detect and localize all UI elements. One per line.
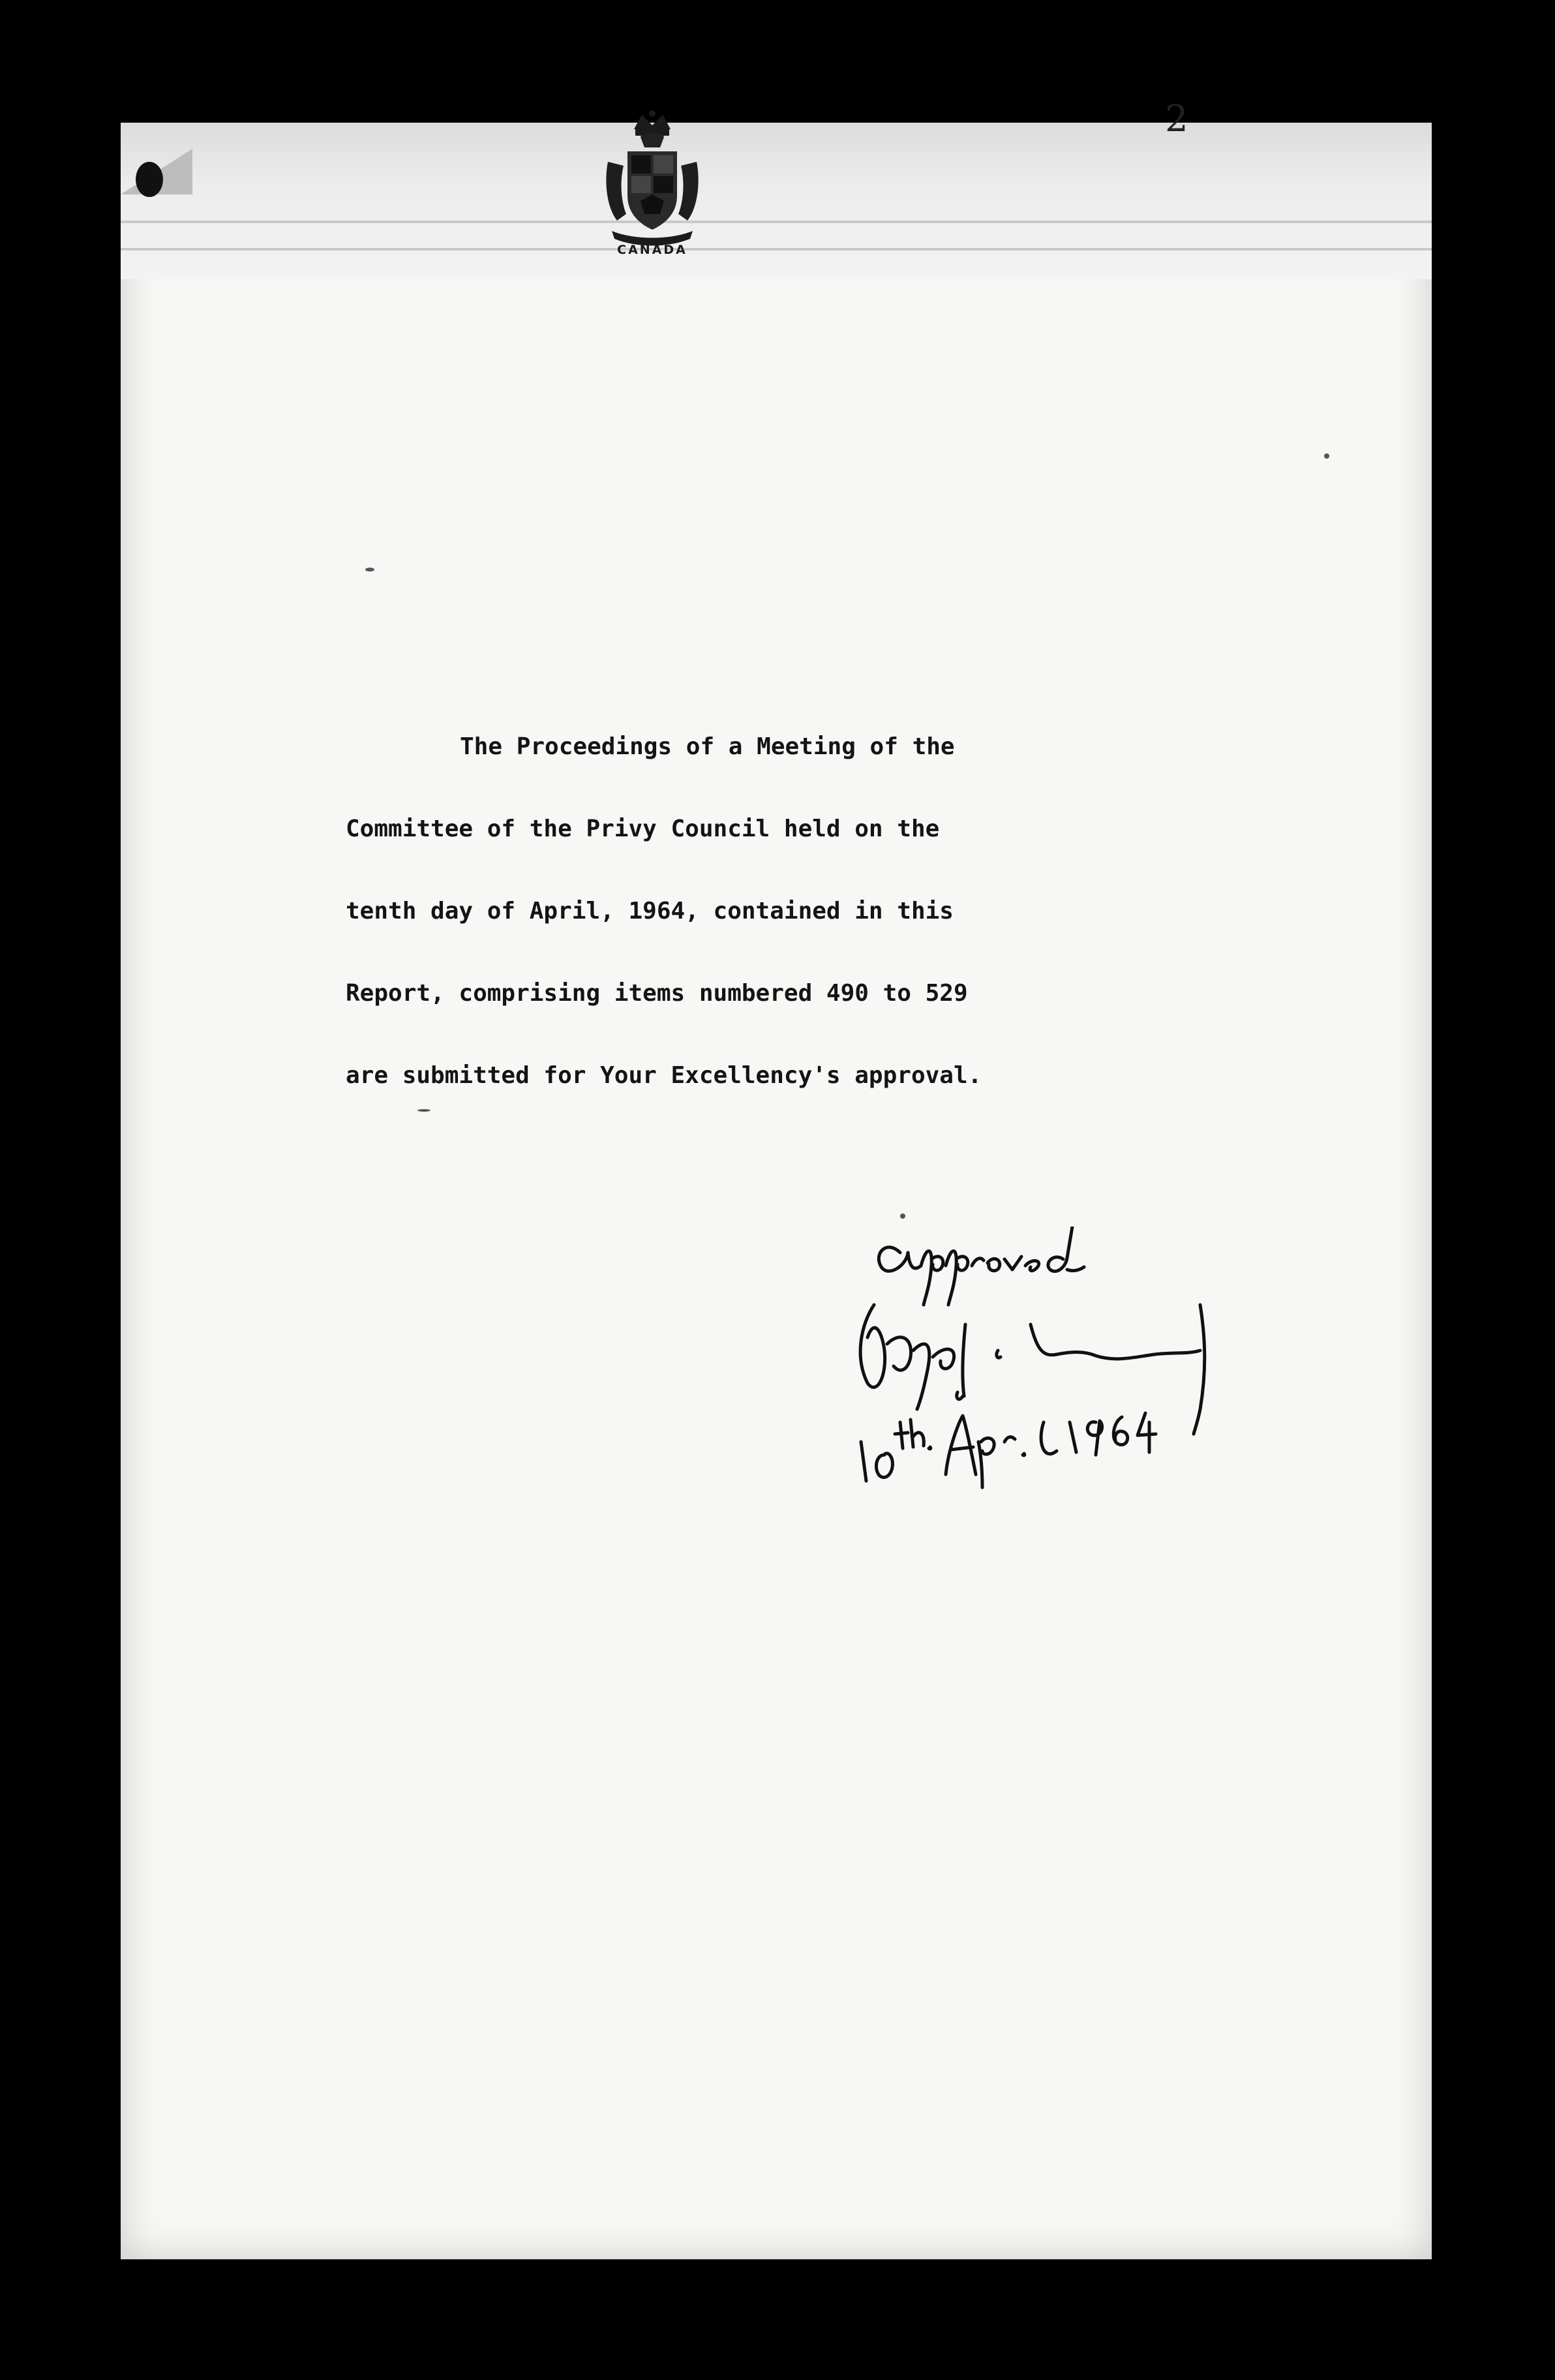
paragraph-line: The Proceedings of a Meeting of the [460, 733, 955, 760]
scan-speck [365, 568, 374, 572]
scan-top-band [121, 123, 1432, 279]
scan-line [121, 248, 1432, 251]
scan-speck [1324, 453, 1329, 459]
paragraph-line: Report, comprising items numbered 490 to 529 [346, 980, 968, 1007]
paragraph-line: Committee of the Privy Council held on the [346, 816, 940, 842]
paragraph-line: are submitted for Your Excellency's approval. [346, 1062, 982, 1089]
scan-speck [900, 1213, 905, 1219]
paragraph-line: tenth day of April, 1964, contained in this [346, 898, 954, 924]
document-page [121, 123, 1432, 2259]
punch-hole [136, 162, 163, 197]
crest-label: CANADA [617, 243, 687, 257]
scan-speck [417, 1109, 430, 1112]
submission-paragraph [346, 734, 1259, 1145]
page-number: 2 [1165, 98, 1188, 140]
scan-line [121, 221, 1432, 223]
handwritten-approval-signature [848, 1227, 1305, 1533]
coat-of-arms-icon [595, 110, 710, 260]
